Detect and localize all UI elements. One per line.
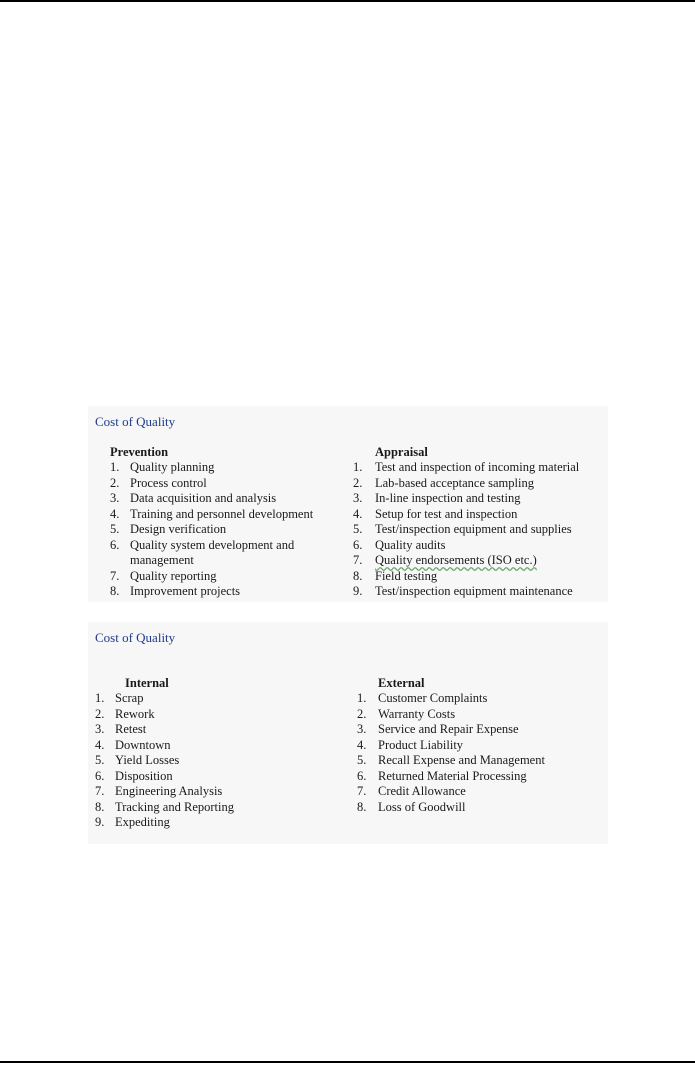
list-item bbox=[110, 460, 215, 476]
item-number: 6. bbox=[110, 537, 120, 552]
item-number: 4. bbox=[357, 737, 367, 752]
item-number: 1. bbox=[95, 691, 105, 705]
list-item bbox=[357, 706, 456, 723]
list-item bbox=[353, 506, 518, 523]
item-number: 7. bbox=[353, 553, 363, 567]
list-item bbox=[95, 799, 234, 816]
external-column bbox=[357, 676, 545, 815]
list-item bbox=[357, 691, 488, 707]
list-item bbox=[353, 584, 573, 600]
list-item bbox=[95, 738, 169, 754]
list-item bbox=[110, 568, 217, 585]
item-text: Data acquisition and analysis bbox=[130, 491, 277, 505]
item-number: 6. bbox=[353, 537, 363, 552]
item-text: Quality reporting bbox=[130, 568, 217, 583]
item-number: 7. bbox=[95, 784, 105, 798]
list-item bbox=[110, 584, 241, 600]
internal-list bbox=[95, 691, 234, 831]
internal-column bbox=[95, 676, 234, 831]
item-text: Test/inspection equipment maintenance bbox=[375, 584, 573, 598]
list-item bbox=[353, 460, 580, 476]
list-item bbox=[110, 506, 314, 523]
column-heading: Prevention bbox=[110, 445, 169, 459]
list-item bbox=[353, 522, 572, 538]
item-number: 8. bbox=[110, 584, 120, 598]
item-number: 9. bbox=[353, 584, 363, 598]
item-number: 3. bbox=[357, 722, 367, 736]
list-item bbox=[357, 722, 519, 738]
item-number: 5. bbox=[353, 522, 363, 536]
top-rule bbox=[0, 0, 695, 2]
list-item bbox=[95, 722, 169, 738]
item-text: Quality endorsements (ISO etc.) bbox=[375, 553, 537, 567]
item-number: 2. bbox=[357, 706, 367, 721]
item-text: Setup for test and inspection bbox=[375, 506, 518, 521]
list-item bbox=[95, 707, 169, 723]
item-number: 4. bbox=[95, 737, 105, 752]
item-number: 2. bbox=[95, 706, 105, 721]
item-number: 6. bbox=[95, 768, 105, 783]
item-number: 2. bbox=[353, 475, 363, 490]
item-text: Customer Complaints bbox=[378, 691, 488, 705]
item-text: Product Liability bbox=[378, 737, 464, 752]
list-item bbox=[357, 753, 545, 769]
item-number: 6. bbox=[357, 768, 367, 783]
item-text: Returned Material Processing bbox=[378, 768, 527, 783]
item-text: Training and personnel development bbox=[130, 506, 314, 521]
item-number: 7. bbox=[357, 784, 367, 798]
item-number: 4. bbox=[353, 506, 363, 521]
list-item bbox=[110, 475, 207, 492]
item-text: Recall Expense and Management bbox=[378, 753, 545, 767]
list-item bbox=[110, 537, 295, 554]
item-text: Field testing bbox=[375, 568, 438, 583]
item-number: 8. bbox=[357, 799, 367, 814]
item-text: Warranty Costs bbox=[378, 706, 456, 721]
item-text: Quality audits bbox=[375, 537, 446, 552]
item-number: 2. bbox=[110, 475, 120, 490]
list-item bbox=[95, 753, 180, 769]
list-item bbox=[353, 491, 521, 507]
item-text: Rework bbox=[115, 706, 155, 721]
list-item bbox=[357, 737, 464, 754]
cost-of-quality-panel-2 bbox=[88, 622, 608, 844]
item-text: Downtown bbox=[115, 737, 171, 752]
column-heading: Internal bbox=[125, 676, 169, 690]
list-item-continuation bbox=[110, 553, 194, 569]
cost-of-quality-panel-1 bbox=[88, 406, 608, 602]
item-text: Disposition bbox=[115, 768, 173, 783]
prevention-list bbox=[110, 460, 314, 600]
item-number: 8. bbox=[95, 799, 105, 814]
item-text: Retest bbox=[115, 722, 147, 736]
item-number: 5. bbox=[357, 753, 367, 767]
list-item bbox=[353, 553, 537, 569]
column-heading: Appraisal bbox=[375, 445, 428, 459]
item-number: 9. bbox=[95, 815, 105, 829]
item-text: Service and Repair Expense bbox=[378, 722, 519, 736]
list-item bbox=[353, 537, 446, 554]
item-number: 7. bbox=[110, 568, 120, 583]
column-heading: External bbox=[378, 676, 425, 690]
item-text: Loss of Goodwill bbox=[378, 799, 466, 814]
item-number: 5. bbox=[110, 522, 120, 536]
list-item bbox=[95, 815, 169, 831]
list-item bbox=[95, 784, 223, 800]
item-number: 1. bbox=[110, 460, 120, 474]
section-title: Cost of Quality bbox=[95, 630, 176, 645]
item-number: 1. bbox=[357, 691, 367, 705]
list-item bbox=[357, 768, 527, 785]
list-item bbox=[110, 522, 227, 538]
item-number: 8. bbox=[353, 568, 363, 583]
item-number: 5. bbox=[95, 753, 105, 767]
list-item bbox=[353, 568, 438, 585]
item-text: Credit Allowance bbox=[378, 784, 466, 798]
item-text: Improvement projects bbox=[130, 584, 241, 598]
list-item bbox=[110, 491, 277, 507]
bottom-rule bbox=[0, 1061, 695, 1063]
item-text: Expediting bbox=[115, 815, 170, 829]
item-text: Quality system development and bbox=[130, 537, 295, 552]
item-text: Test/inspection equipment and supplies bbox=[375, 522, 572, 536]
list-item bbox=[357, 799, 466, 816]
section-title: Cost of Quality bbox=[95, 414, 176, 429]
external-list bbox=[357, 691, 545, 815]
item-number: 3. bbox=[110, 491, 120, 505]
item-number: 3. bbox=[353, 491, 363, 505]
list-item bbox=[95, 691, 169, 707]
item-text: Engineering Analysis bbox=[115, 784, 223, 798]
list-item bbox=[353, 475, 534, 492]
item-text: Test and inspection of incoming material bbox=[375, 460, 580, 474]
item-text: Scrap bbox=[115, 691, 144, 705]
item-text: Tracking and Reporting bbox=[115, 799, 234, 814]
prevention-column bbox=[110, 445, 314, 600]
item-number: 1. bbox=[353, 460, 363, 474]
item-text: In-line inspection and testing bbox=[375, 491, 521, 505]
item-text: Yield Losses bbox=[115, 753, 180, 767]
item-number: 3. bbox=[95, 722, 105, 736]
appraisal-column bbox=[353, 445, 580, 600]
list-item bbox=[357, 784, 466, 800]
item-number: 4. bbox=[110, 506, 120, 521]
item-text: Design verification bbox=[130, 522, 227, 536]
item-text: Lab-based acceptance sampling bbox=[375, 475, 534, 490]
list-item bbox=[95, 768, 173, 785]
item-text: Quality planning bbox=[130, 460, 215, 474]
appraisal-list bbox=[353, 460, 580, 600]
item-text: Process control bbox=[130, 475, 207, 490]
item-text: management bbox=[130, 553, 194, 567]
